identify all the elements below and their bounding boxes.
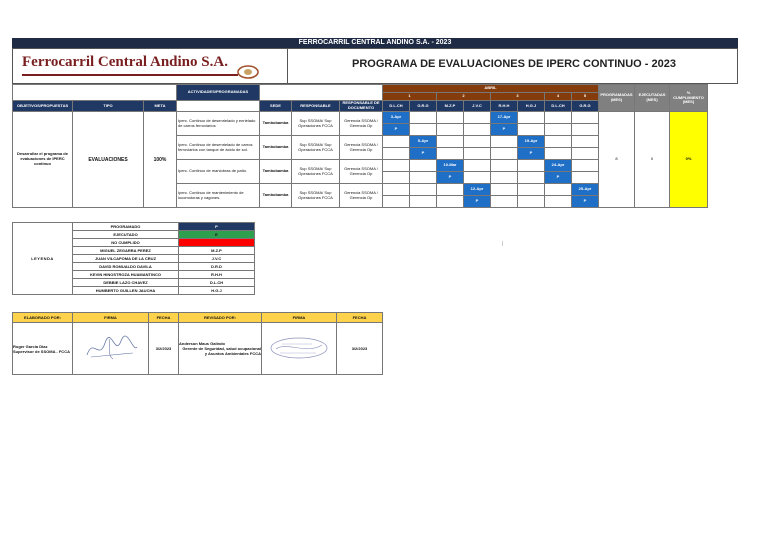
revisado-role: Gerente de Seguridad, salud ocupacional y Asuntos Ambientales FCCA (182, 346, 261, 356)
activity-name: Iperc. Continuo de desenrielado de carros ferroviarios con tanque de ácido de sol. (177, 136, 260, 160)
sede-header: SEDE (260, 101, 292, 112)
activity-responsable: Sup SSOMA/ Sup Operaciones FCCA (292, 136, 340, 160)
activities-subheader (177, 101, 260, 112)
activities-header: ACTIVIDADES/PROGRAMADAS (177, 85, 260, 101)
schedule-date: 24-Apr (545, 160, 572, 172)
activity-responsable-doc: Gerencia SSOMA / Gerencia Op (340, 136, 383, 160)
activity-responsable: Sup SSOMA/ Sup Operaciones FCCA (292, 112, 340, 136)
activity-name: Iperc. Continuo de mantenimiento de locomotoras y vagones. (177, 184, 260, 208)
initials-header-1: D.L.CH (383, 101, 410, 112)
legend-person-name: JUAN VILCAPOMA DE LA CRUZ (73, 255, 179, 263)
tipo-cell: EVALUACIONES (73, 112, 144, 208)
legend-person-name: KEVIN HINOSTROZA HUAMANTINCO (73, 271, 179, 279)
revisado-name: Anderson Maus Galindo (179, 341, 226, 346)
week-header-3: 3 (491, 93, 545, 101)
initials-header-4: J.V.C (464, 101, 491, 112)
firma-header-2: FIRMA (262, 313, 337, 323)
legend-table (12, 222, 255, 295)
company-logo-text: Ferrocarril Central Andino S.A. (22, 54, 228, 70)
meta-cell: 100% (144, 112, 177, 208)
activity-responsable-doc: Gerencia SSOMA / Gerencia Op (340, 112, 383, 136)
total-programados: 8 (599, 112, 635, 208)
legend-person-name: DEBBIE LAZO CHAVEZ (73, 279, 179, 287)
elaborado-date: 3/2/2023 (149, 323, 179, 375)
firma-header: FIRMA (73, 313, 149, 323)
elaborado-cell (13, 323, 73, 375)
schedule-date: 3-Apr (383, 112, 410, 124)
activity-sede: Tambobamba (260, 112, 292, 136)
schedule-mark: P (491, 124, 518, 136)
total-cumplimiento: 0% (670, 112, 708, 208)
activity-name: Iperc. Continuo de desenrielado y enrielado de carros ferroviarios (177, 112, 260, 136)
schedule-date: 25-Apr (572, 184, 599, 196)
elaborado-role: Supervisor de SSOMA - FCCA (13, 348, 70, 354)
legend-person-code: D.R.D (179, 263, 255, 271)
legend-person-code: H.G.J (179, 287, 255, 295)
legend-person-name: DAVID ROMUALDO DAVILA (73, 263, 179, 271)
revisado-cell (179, 323, 262, 375)
total-ejecutados: 0 (635, 112, 670, 208)
legend-status-label: EJECUTADO (73, 231, 179, 239)
company-bar: FERROCARRIL CENTRAL ANDINO S.A. - 2023 (12, 38, 738, 48)
legend-swatch-no-cumplido (179, 239, 255, 247)
schedule-date: 5-Apr (410, 136, 437, 148)
revisado-header: REVISADO POR: (179, 313, 262, 323)
schedule-mark: P (410, 148, 437, 160)
schedule-mark: P (572, 196, 599, 208)
schedule-mark: P (464, 196, 491, 208)
activity-sede: Tambobamba (260, 184, 292, 208)
meta-header: META (144, 101, 177, 112)
activity-sede: Tambobamba (260, 136, 292, 160)
legend-status-label: NO CUMPLIDO (73, 239, 179, 247)
stray-mark: | (502, 241, 504, 247)
header-spacer (13, 85, 177, 101)
schedule-mark: P (383, 124, 410, 136)
signature-stamp-icon (266, 333, 332, 363)
initials-header-3: M.Z.P (437, 101, 464, 112)
programados-header: PROGRAMADAS (MES) (599, 85, 635, 112)
responsable-doc-header: RESPONSABLE DE DOCUMENTO (340, 101, 383, 112)
activity-responsable-doc: Gerencia SSOMA / Gerencia Op (340, 184, 383, 208)
month-header: ABRIL (383, 85, 599, 93)
legend-person-code: J.V.C (179, 255, 255, 263)
signature-table (12, 312, 383, 375)
legend-swatch-ejecutado: E (179, 231, 255, 239)
week-header-4: 4 (545, 93, 572, 101)
schedule-date: 19-Apr (518, 136, 545, 148)
activity-responsable-doc: Gerencia SSOMA / Gerencia Op (340, 160, 383, 184)
iperc-schedule-table (12, 84, 708, 208)
legend-swatch-programado: P (179, 223, 255, 231)
week-header-2: 2 (437, 93, 491, 101)
ejecutados-header: EJECUTADAS (MES) (635, 85, 670, 112)
objective-cell: Desarrollar el programa de evaluaciones de IPERC continuo (13, 112, 73, 208)
fecha-header-2: FECHA (337, 313, 383, 323)
schedule-date: 12-Apr (464, 184, 491, 196)
logo-underline (22, 74, 238, 76)
activity-responsable: Sup SSOMA/ Sup Operaciones FCCA (292, 184, 340, 208)
initials-header-6: H.G.J (518, 101, 545, 112)
initials-header-2: G.R.G (410, 101, 437, 112)
schedule-date: 17-Apr (491, 112, 518, 124)
week-header-5: 5 (572, 93, 599, 101)
header-spacer-2 (260, 85, 383, 101)
elaborado-name: Roger Garcia Diaz (13, 343, 48, 349)
revisado-date: 3/2/2023 (337, 323, 383, 375)
legend-status-label: PROGRAMADO (73, 223, 179, 231)
objective-header: OBJETIVOS/PROPUESTAS (13, 101, 73, 112)
schedule-mark: P (518, 148, 545, 160)
tipo-header: TIPO (73, 101, 144, 112)
fecha-header: FECHA (149, 313, 179, 323)
initials-header-8: G.R.G (572, 101, 599, 112)
activity-name: Iperc. Continuo de maniobras de patio. (177, 160, 260, 184)
revisado-signature (262, 323, 337, 375)
legend-person-name: MIGUEL ZEGARRA PEREZ (73, 247, 179, 255)
schedule-mark: P (437, 172, 464, 184)
legend-person-name: HUMBERTO GUILLEN JAUCHA (73, 287, 179, 295)
activity-sede: Tambobamba (260, 160, 292, 184)
logo-emblem-icon (236, 61, 260, 81)
legend-title: LEYENDA (13, 223, 73, 295)
schedule-date: 10-Mar (437, 160, 464, 172)
legend-person-code: R.H.H (179, 271, 255, 279)
activity-responsable: Sup SSOMA/ Sup Operaciones FCCA (292, 160, 340, 184)
legend-person-code: M.Z.P (179, 247, 255, 255)
elaborado-signature (73, 323, 149, 375)
handwritten-signature-icon (81, 333, 141, 363)
legend-person-code: D.L.CH (179, 279, 255, 287)
initials-header-7: D.L.CH (545, 101, 572, 112)
responsable-header: RESPONSABLE (292, 101, 340, 112)
cumplimiento-header: % CUMPLIMIENTO (MES) (670, 85, 708, 112)
initials-header-5: R.H.H (491, 101, 518, 112)
schedule-mark: P (545, 172, 572, 184)
week-header-1: 1 (383, 93, 437, 101)
page-title: PROGRAMA DE EVALUACIONES DE IPERC CONTINUO - 2023 (352, 58, 676, 70)
elaborado-header: ELABORADO POR: (13, 313, 73, 323)
